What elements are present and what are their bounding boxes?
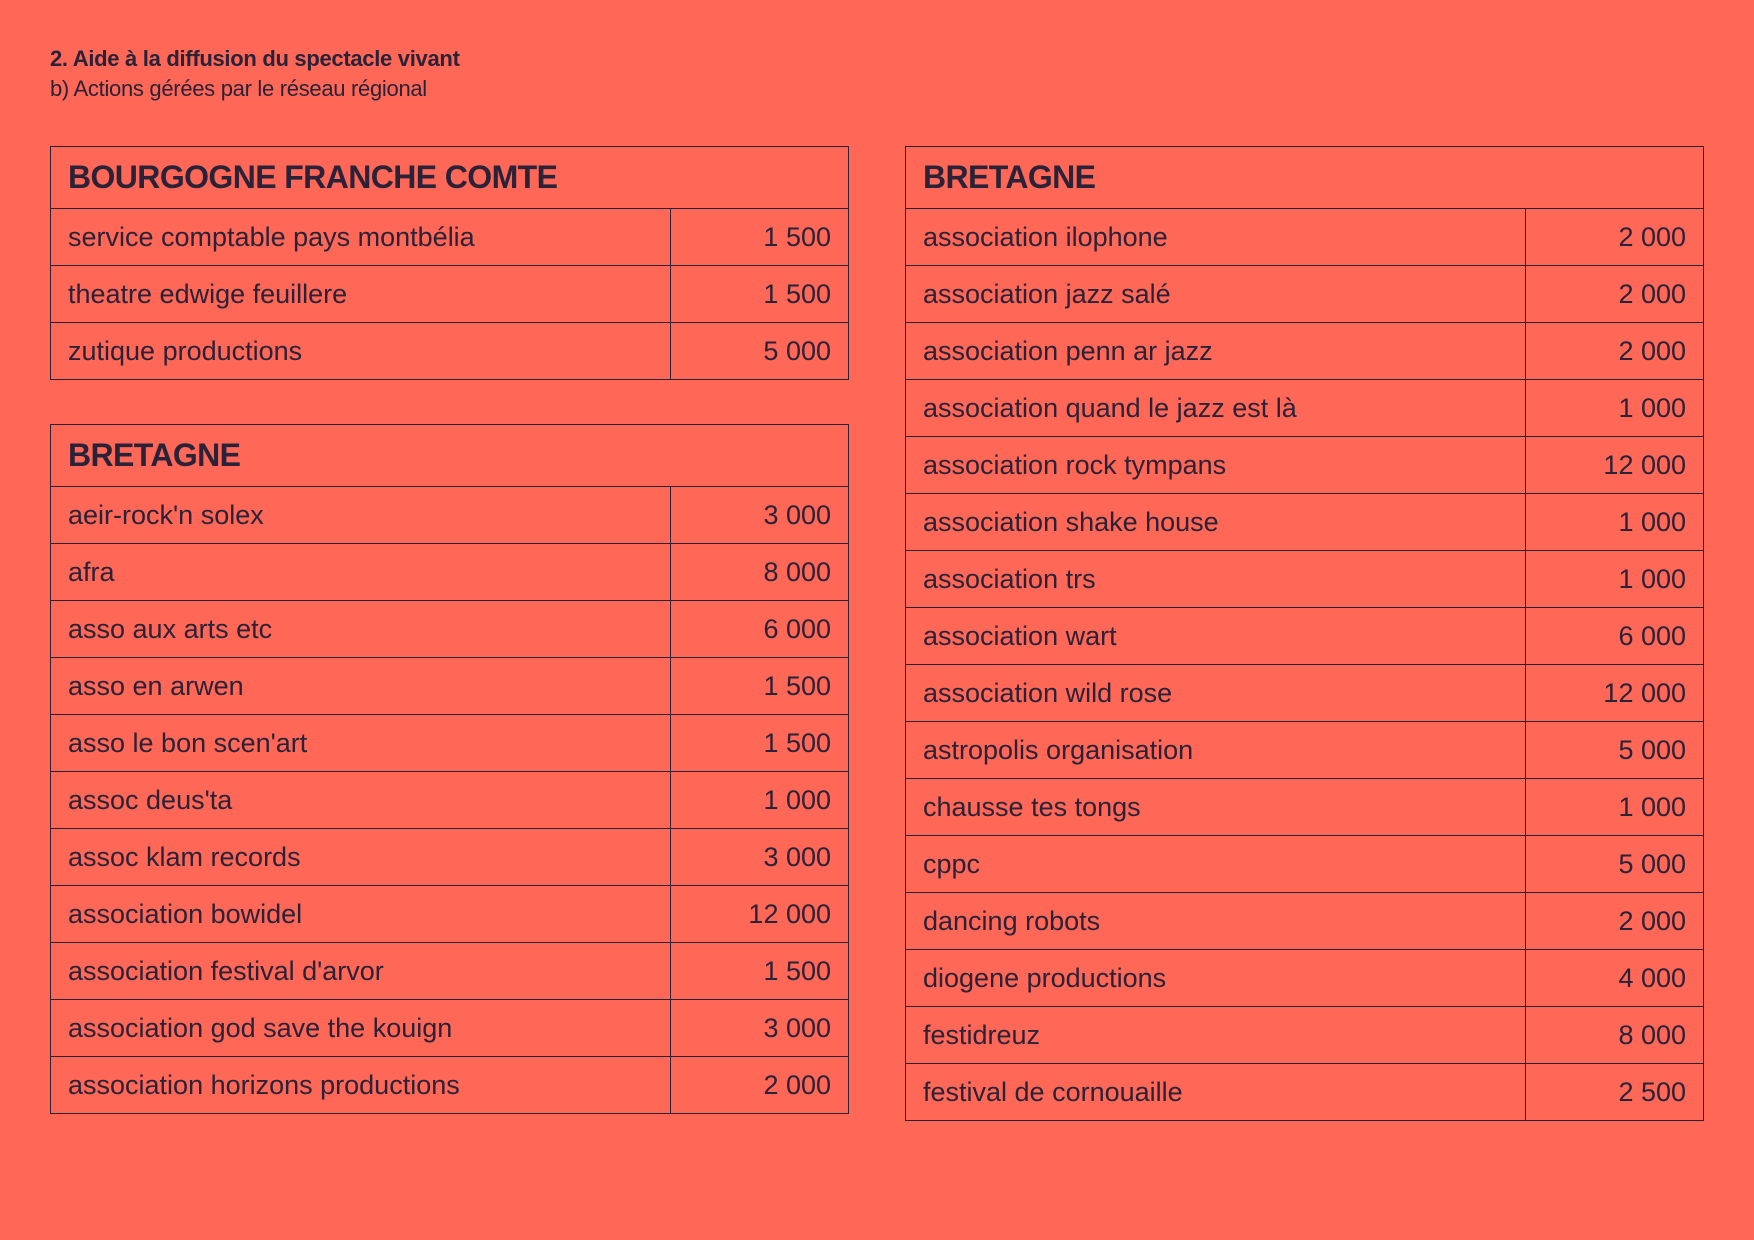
grant-amount: 2 000 bbox=[1526, 323, 1704, 380]
grant-amount: 2 000 bbox=[671, 1057, 849, 1114]
recipient-name: association wart bbox=[906, 608, 1526, 665]
grant-amount: 5 000 bbox=[1526, 836, 1704, 893]
recipient-name: zutique productions bbox=[51, 323, 671, 380]
table-row bbox=[906, 836, 1704, 893]
table-row bbox=[51, 829, 849, 886]
table-row bbox=[906, 1007, 1704, 1064]
recipient-name: assoc klam records bbox=[51, 829, 671, 886]
table-row bbox=[906, 437, 1704, 494]
table-row bbox=[906, 323, 1704, 380]
grant-amount: 8 000 bbox=[671, 544, 849, 601]
grant-amount: 5 000 bbox=[1526, 722, 1704, 779]
recipient-name: association trs bbox=[906, 551, 1526, 608]
grant-amount: 1 500 bbox=[671, 658, 849, 715]
grant-amount: 1 500 bbox=[671, 266, 849, 323]
table-row bbox=[51, 544, 849, 601]
table-row bbox=[906, 551, 1704, 608]
grant-amount: 1 000 bbox=[1526, 494, 1704, 551]
recipient-name: assoc deus'ta bbox=[51, 772, 671, 829]
grant-amount: 1 000 bbox=[1526, 551, 1704, 608]
grant-amount: 2 500 bbox=[1526, 1064, 1704, 1121]
grant-amount: 6 000 bbox=[671, 601, 849, 658]
table-row bbox=[51, 943, 849, 1000]
recipient-name: association rock tympans bbox=[906, 437, 1526, 494]
grant-amount: 12 000 bbox=[1526, 437, 1704, 494]
recipient-name: association penn ar jazz bbox=[906, 323, 1526, 380]
grant-amount: 3 000 bbox=[671, 829, 849, 886]
table-row bbox=[51, 601, 849, 658]
table-row bbox=[51, 772, 849, 829]
region-heading: BRETAGNE bbox=[906, 147, 1704, 209]
recipient-name: association shake house bbox=[906, 494, 1526, 551]
table-row bbox=[906, 665, 1704, 722]
recipient-name: asso aux arts etc bbox=[51, 601, 671, 658]
grant-amount: 8 000 bbox=[1526, 1007, 1704, 1064]
recipient-name: aeir-rock'n solex bbox=[51, 487, 671, 544]
table-row bbox=[51, 209, 849, 266]
table-row bbox=[906, 1064, 1704, 1121]
grant-amount: 1 500 bbox=[671, 209, 849, 266]
table-row bbox=[51, 487, 849, 544]
table-row bbox=[906, 608, 1704, 665]
table-row bbox=[51, 886, 849, 943]
recipient-name: association horizons productions bbox=[51, 1057, 671, 1114]
recipient-name: association jazz salé bbox=[906, 266, 1526, 323]
table-row bbox=[906, 380, 1704, 437]
table-row bbox=[51, 658, 849, 715]
recipient-name: astropolis organisation bbox=[906, 722, 1526, 779]
recipient-name: association festival d'arvor bbox=[51, 943, 671, 1000]
recipient-name: afra bbox=[51, 544, 671, 601]
recipient-name: dancing robots bbox=[906, 893, 1526, 950]
table-bretagne-right bbox=[905, 146, 1704, 1121]
section-subtitle: b) Actions gérées par le réseau régional bbox=[50, 76, 427, 101]
grant-amount: 2 000 bbox=[1526, 266, 1704, 323]
grant-amount: 1 500 bbox=[671, 715, 849, 772]
recipient-name: asso le bon scen'art bbox=[51, 715, 671, 772]
recipient-name: asso en arwen bbox=[51, 658, 671, 715]
region-heading: BRETAGNE bbox=[51, 425, 849, 487]
grant-amount: 2 000 bbox=[1526, 209, 1704, 266]
grant-amount: 1 000 bbox=[671, 772, 849, 829]
recipient-name: association wild rose bbox=[906, 665, 1526, 722]
grant-amount: 4 000 bbox=[1526, 950, 1704, 1007]
table-row bbox=[906, 893, 1704, 950]
grant-amount: 3 000 bbox=[671, 487, 849, 544]
table-row bbox=[51, 715, 849, 772]
table-row bbox=[906, 722, 1704, 779]
table-row bbox=[51, 266, 849, 323]
grant-amount: 1 000 bbox=[1526, 779, 1704, 836]
grant-amount: 2 000 bbox=[1526, 893, 1704, 950]
table-row bbox=[906, 779, 1704, 836]
recipient-name: festival de cornouaille bbox=[906, 1064, 1526, 1121]
table-row bbox=[906, 494, 1704, 551]
grant-amount: 5 000 bbox=[671, 323, 849, 380]
recipient-name: association bowidel bbox=[51, 886, 671, 943]
table-row bbox=[51, 323, 849, 380]
grant-amount: 1 000 bbox=[1526, 380, 1704, 437]
grant-amount: 1 500 bbox=[671, 943, 849, 1000]
recipient-name: theatre edwige feuillere bbox=[51, 266, 671, 323]
section-title: 2. Aide à la diffusion du spectacle vivant bbox=[50, 46, 460, 71]
table-row bbox=[906, 209, 1704, 266]
table-bourgogne-franche-comte bbox=[50, 146, 849, 380]
grant-amount: 12 000 bbox=[1526, 665, 1704, 722]
table-row bbox=[906, 950, 1704, 1007]
table-row bbox=[51, 1000, 849, 1057]
grant-amount: 6 000 bbox=[1526, 608, 1704, 665]
recipient-name: chausse tes tongs bbox=[906, 779, 1526, 836]
recipient-name: association god save the kouign bbox=[51, 1000, 671, 1057]
table-row bbox=[906, 266, 1704, 323]
recipient-name: diogene productions bbox=[906, 950, 1526, 1007]
recipient-name: cppc bbox=[906, 836, 1526, 893]
recipient-name: festidreuz bbox=[906, 1007, 1526, 1064]
recipient-name: service comptable pays montbélia bbox=[51, 209, 671, 266]
page-header bbox=[50, 44, 460, 104]
table-row bbox=[51, 1057, 849, 1114]
recipient-name: association ilophone bbox=[906, 209, 1526, 266]
region-heading: BOURGOGNE FRANCHE COMTE bbox=[51, 147, 849, 209]
grant-amount: 12 000 bbox=[671, 886, 849, 943]
recipient-name: association quand le jazz est là bbox=[906, 380, 1526, 437]
grant-amount: 3 000 bbox=[671, 1000, 849, 1057]
table-bretagne-left bbox=[50, 424, 849, 1114]
